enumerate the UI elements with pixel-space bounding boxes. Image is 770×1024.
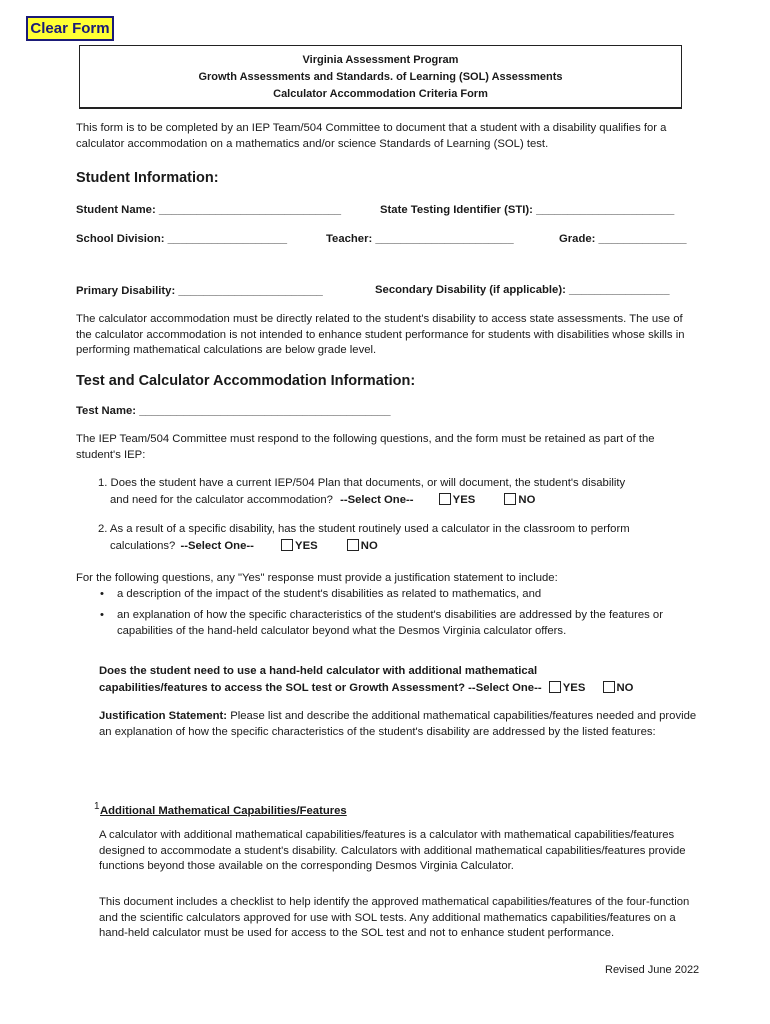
question-1-line-1: 1. Does the student have a current IEP/504 Plan that documents, or will document, the student's disability	[98, 477, 626, 489]
footnote-title: Additional Mathematical Capabilities/Features	[100, 805, 347, 817]
bullet-marker: •	[100, 588, 104, 600]
accommodation-note: The calculator accommodation must be directly related to the student's disability to access state assessments. The use of the calculator accommodation is not intended to enhance student performance for students with disabilities whose skills in performing mathematical calculations are below grade level.	[76, 313, 685, 356]
q1-no-option[interactable]	[504, 494, 535, 506]
bullet-1-text: a description of the impact of the student's disabilities as related to mathematics, and	[117, 588, 542, 600]
footnote-paragraph-1: A calculator with additional mathematical capabilities/features is a calculator with mathematical capabilities/features designed to accommodate a student's disability. Calculators with additional mathematical capabilities/features provide functions beyond those available on the corresponding Desmos Virginia Calculator.	[99, 829, 686, 872]
question-2-line-2: calculations?	[110, 540, 176, 552]
q2-no-label: NO	[360, 540, 378, 552]
question-3-line-1: Does the student need to use a hand-held calculator with additional mathematical	[99, 665, 538, 677]
revised-date: Revised June 2022	[605, 964, 700, 976]
sti-field[interactable]: State Testing Identifier (STI): ______________________	[380, 204, 675, 216]
justification-label: Justification Statement:	[99, 710, 228, 722]
teacher-field[interactable]: Teacher: ______________________	[326, 233, 514, 245]
select-one-label: --Select One--	[180, 540, 254, 552]
question-3	[99, 681, 633, 694]
bullet-2-text: an explanation of how the specific characteristics of the student's disabilities are addressed by the features or capabilities of the hand-held calculator beyond what the Desmos Virginia calculator offers.	[117, 609, 663, 637]
q1-no-label: NO	[518, 494, 536, 506]
q2-no-option[interactable]	[347, 540, 378, 552]
question-1-line-2: and need for the calculator accommodation?	[110, 494, 333, 506]
header-line-3: Calculator Accommodation Criteria Form	[273, 88, 488, 100]
primary-disability-field[interactable]: Primary Disability: _______________________	[76, 285, 323, 297]
q3-yes-checkbox[interactable]	[549, 681, 561, 693]
header-line-2: Growth Assessments and Standards. of Learning (SOL) Assessments	[198, 71, 563, 83]
school-division-field[interactable]: School Division: ___________________	[76, 233, 288, 245]
intro-text: This form is to be completed by an IEP Team/504 Committee to document that a student with a disability qualifies for a calculator accommodation on a mathematics and/or science Standards of Learning (SOL) test.	[76, 122, 667, 150]
justification-text: Please list and describe the additional mathematical capabilities/features needed and provide an explanation of how the specific characteristics of the student's disability are addressed by the listed features:	[99, 710, 697, 738]
test-info-heading: Test and Calculator Accommodation Information:	[76, 373, 416, 389]
bullet-marker: •	[100, 609, 104, 621]
q2-yes-checkbox[interactable]	[281, 539, 293, 551]
question-2-line-1: 2. As a result of a specific disability, has the student routinely used a calculator in the classroom to perform	[98, 523, 630, 535]
question-3-line-2: capabilities/features to access the SOL test or Growth Assessment?	[99, 682, 466, 694]
question-2	[110, 539, 378, 552]
clear-form-button[interactable]: Clear Form	[26, 16, 114, 41]
q2-no-checkbox[interactable]	[347, 539, 359, 551]
q3-no-checkbox[interactable]	[603, 681, 615, 693]
q3-yes-label: YES	[562, 682, 586, 694]
q2-yes-option[interactable]	[281, 540, 318, 552]
select-one-label: --Select One--	[468, 682, 542, 694]
student-name-field[interactable]: Student Name: _____________________________	[76, 204, 342, 216]
form-header	[79, 45, 682, 109]
q3-yes-option[interactable]	[549, 682, 586, 694]
footnote-paragraph-2: This document includes a checklist to help identify the approved mathematical capabilities/features of the four-function and the scientific calculators approved for use with SOL tests. Any additional mathematics capabilities/features on a hand-held calculator must be used for access to the SOL test and not to enhance student performance.	[99, 896, 690, 939]
q1-yes-label: YES	[452, 494, 476, 506]
followup-intro: For the following questions, any "Yes" response must provide a justification statement to include:	[76, 572, 558, 584]
q3-no-label: NO	[616, 682, 634, 694]
q3-no-option[interactable]	[603, 682, 634, 694]
student-info-heading: Student Information:	[76, 170, 219, 186]
q2-yes-label: YES	[295, 540, 318, 552]
question-1	[110, 493, 535, 506]
select-one-label: --Select One--	[340, 494, 414, 506]
q1-yes-option[interactable]	[439, 494, 476, 506]
header-line-1: Virginia Assessment Program	[302, 54, 459, 66]
q1-yes-checkbox[interactable]	[439, 493, 451, 505]
test-name-field[interactable]: Test Name: ________________________________________	[76, 405, 391, 417]
secondary-disability-field[interactable]: Secondary Disability (if applicable): ________________	[375, 284, 670, 296]
instructions-text: The IEP Team/504 Committee must respond to the following questions, and the form must be retained as part of the student's IEP:	[76, 433, 655, 461]
justification-statement[interactable]	[99, 709, 697, 740]
grade-field[interactable]: Grade: ______________	[559, 233, 687, 245]
q1-no-checkbox[interactable]	[504, 493, 516, 505]
footnote-marker: 1	[94, 801, 100, 812]
